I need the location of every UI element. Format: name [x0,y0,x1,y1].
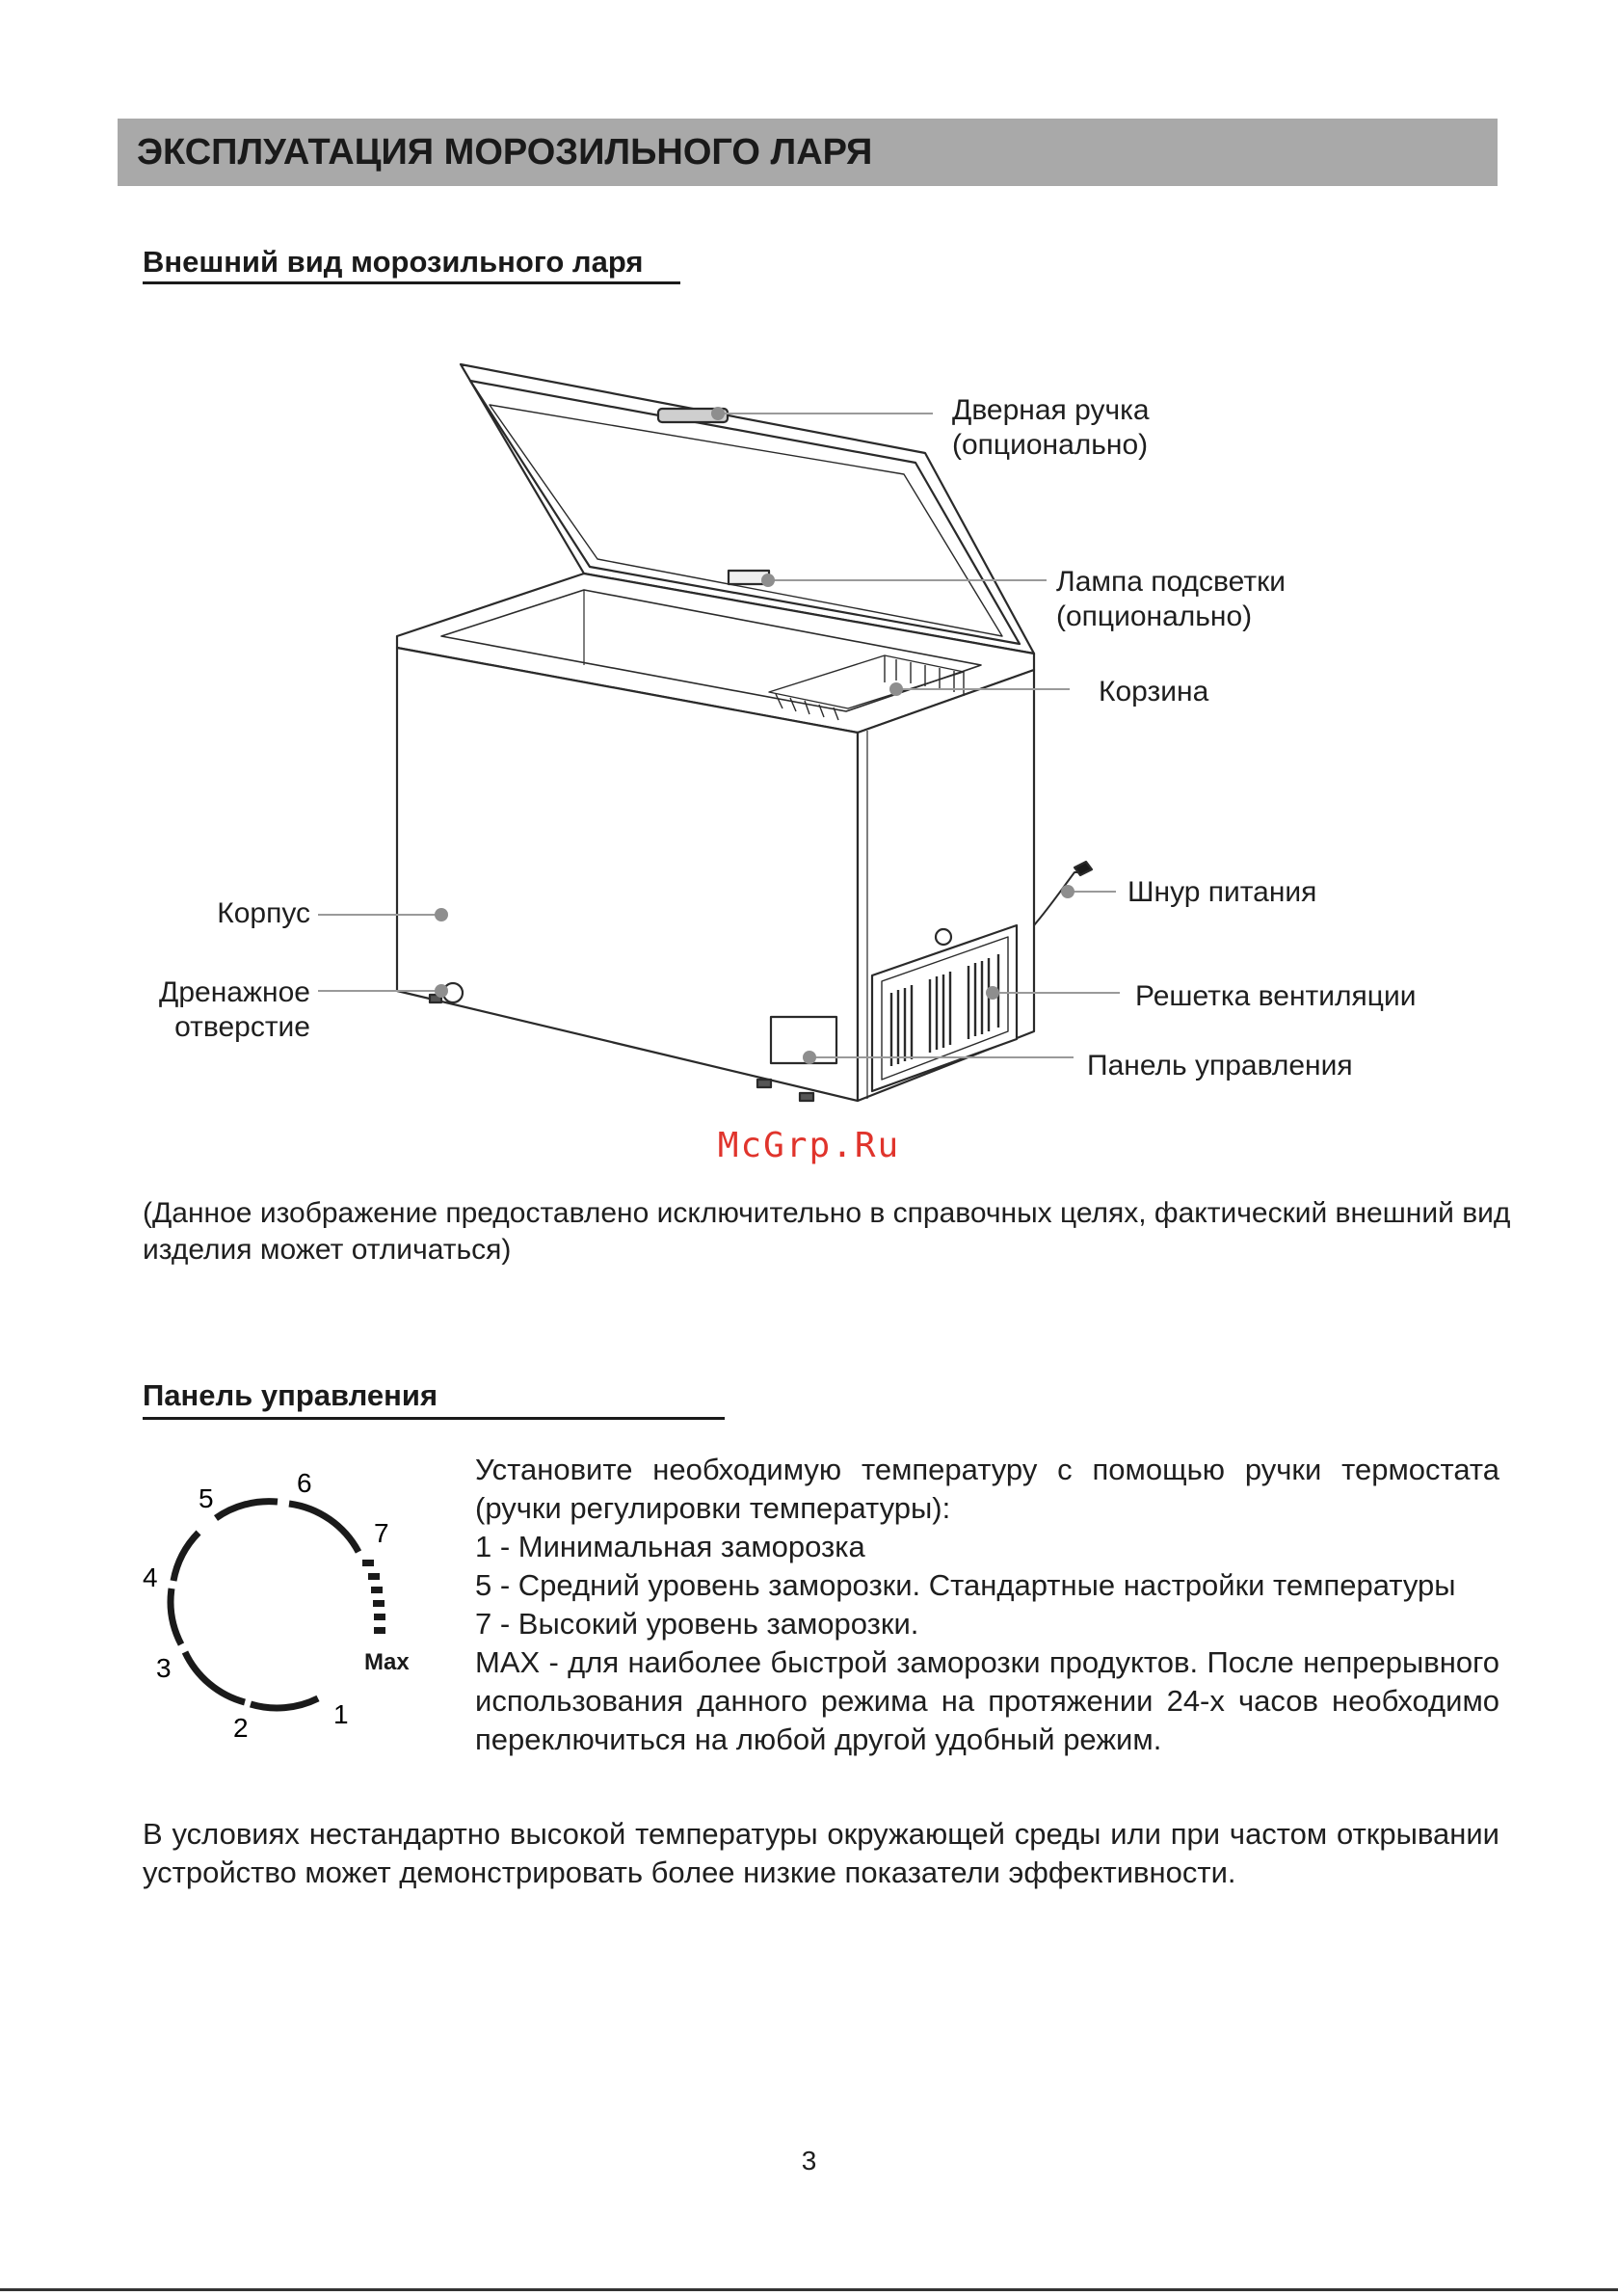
label-basket: Корзина [1099,676,1209,707]
dial-mark-6: 6 [297,1468,312,1498]
dial-mark-3: 3 [156,1653,172,1683]
desc-level-5: 5 - Средний уровень заморозки. Стандартные настройки температуры [475,1568,1456,1602]
dial-arc-2-3 [185,1652,245,1702]
label-drain-hole: отверстие [174,1011,310,1043]
bottom-rule [0,2288,1618,2291]
label-body: Корпус [217,897,310,929]
label-door-handle: Дверная ручка [952,394,1150,426]
dial-mark-5: 5 [199,1483,214,1513]
control-panel-heading: Панель управления [143,1378,438,1412]
dial-mark-max: Max [364,1649,410,1675]
desc-level-7: 7 - Высокий уровень заморозки. [475,1607,919,1641]
power-cord [1034,872,1084,925]
thermostat-description [475,1451,1499,1759]
dial-mark-4: 4 [143,1562,158,1592]
desc-level-max: MAX - для наиболее быстрой заморозки продуктов. После непрерывного использования данного режима на протяжении 24-х часов необходимо переключиться на любой другой удобный режим. [475,1645,1499,1756]
label-lamp-optional: (опционально) [1056,601,1253,632]
dial-arc-1-2 [251,1698,318,1708]
control-panel-heading-rule [143,1417,725,1420]
thermostat-dial [135,1446,453,1754]
dial-mark-1: 1 [333,1699,349,1729]
appearance-heading: Внешний вид морозильного ларя [143,245,644,279]
label-power-cord: Шнур питания [1127,876,1317,908]
desc-intro: Установите необходимую температуру с помощью ручки термостата (ручки регулировки температуры): [475,1453,1499,1525]
page-number: 3 [801,2146,817,2176]
label-door-handle-optional: (опционально) [952,429,1149,461]
image-disclaimer: (Данное изображение предоставлено исключительно в справочных целях, фактический внешний вид изделия может отличаться) [143,1197,1511,1266]
page-title: ЭКСПЛУАТАЦИЯ МОРОЗИЛЬНОГО ЛАРЯ [118,119,1498,186]
dial-arc-5-6 [216,1502,278,1518]
dial-arc-6-7 [289,1504,358,1552]
desc-level-1: 1 - Минимальная заморозка [475,1530,865,1563]
dial-max-dashes [362,1560,385,1634]
label-lamp: Лампа подсветки [1056,566,1286,598]
dial-mark-7: 7 [374,1518,389,1548]
label-drain: Дренажное [159,976,310,1008]
dial-mark-2: 2 [233,1713,249,1743]
watermark: McGrp.Ru [717,1126,901,1165]
dial-arc-4-5 [173,1533,199,1581]
label-vent-grille: Решетка вентиляции [1135,980,1417,1012]
label-control-panel: Панель управления [1087,1050,1353,1081]
ambient-temperature-note: В условиях нестандартно высокой температуры окружающей среды или при частом открывании устройство может демонстрировать более низкие показатели эффективности. [143,1817,1499,1889]
dial-arc-3-4 [171,1589,181,1644]
